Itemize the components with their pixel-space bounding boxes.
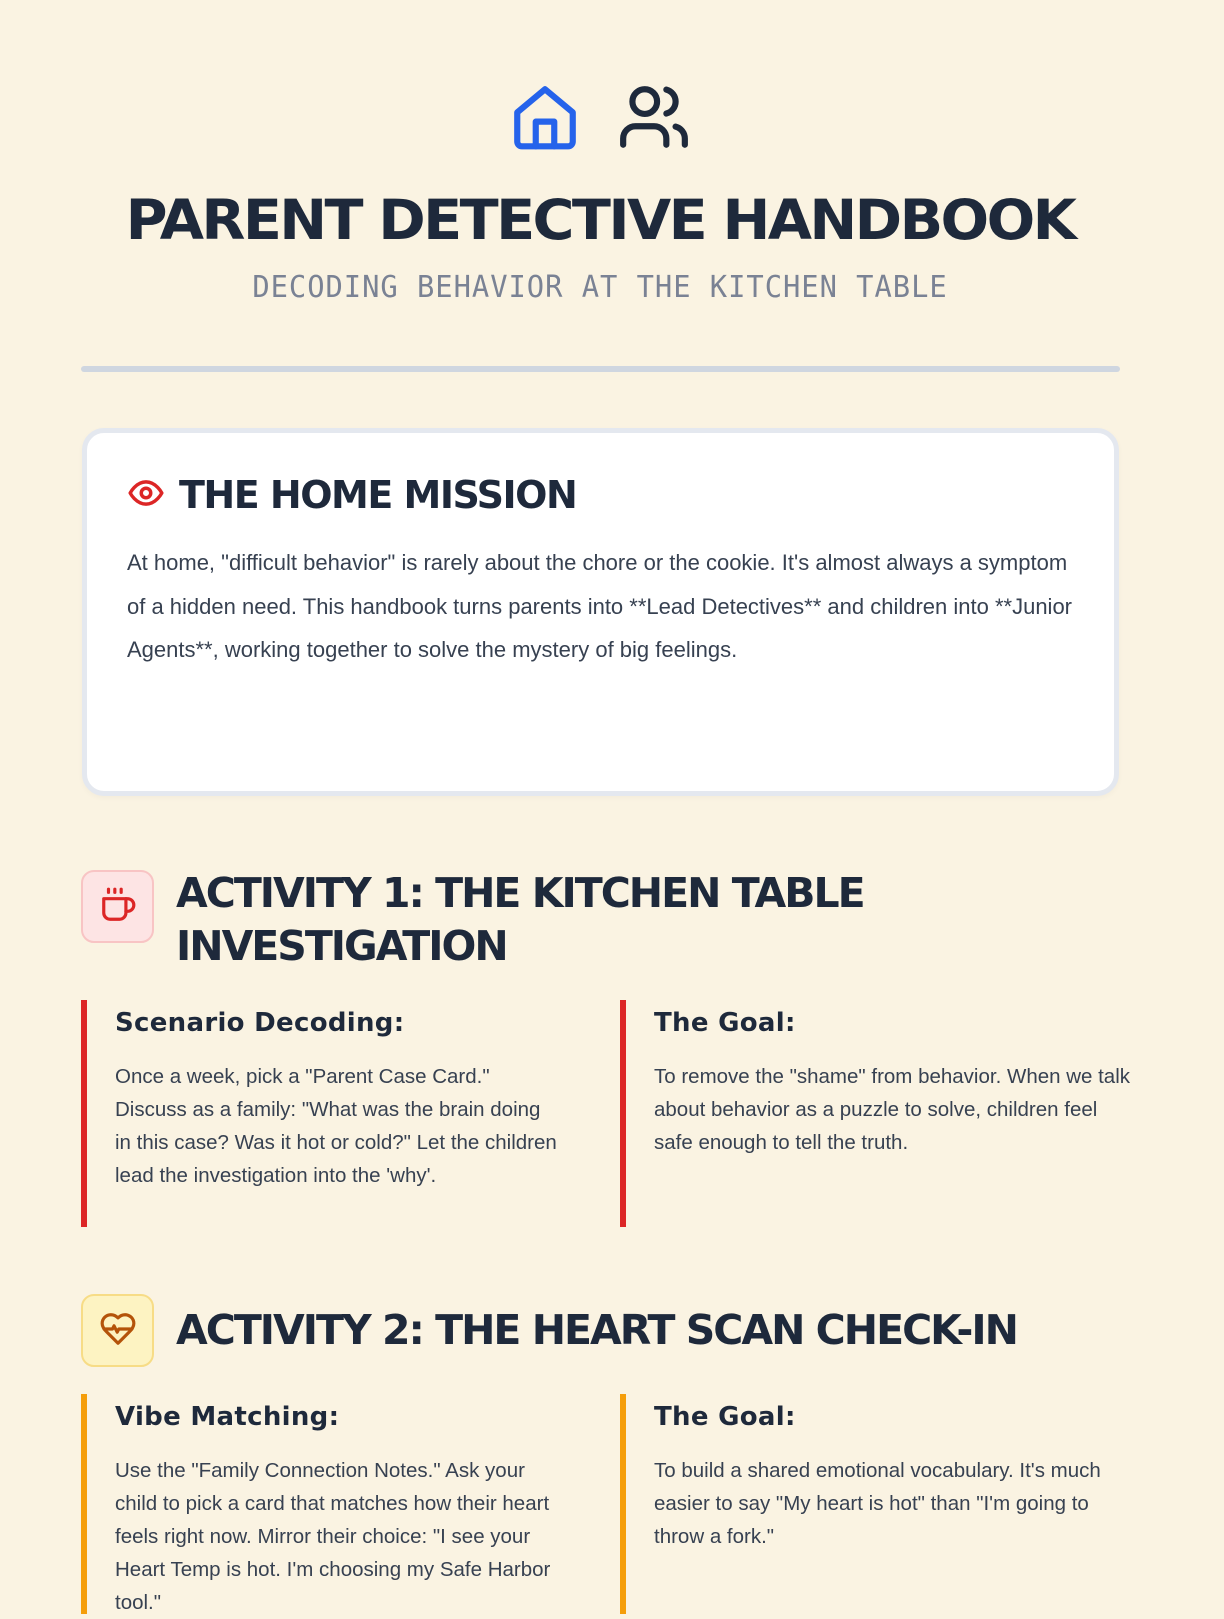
activity-2-goal-heading: The Goal: [654,1402,796,1432]
activity-1-scenario-heading: Scenario Decoding: [115,1008,405,1038]
eye-icon [127,474,165,516]
header-divider [81,366,1120,372]
activity-2-header [81,1294,1076,1367]
activity-1-scenario-text: Once a week, pick a "Parent Case Card." Discuss as a family: "What was the brain doing in this case? Was it hot or cold?" Let the children lead the investigation into the 'why'. [115,1065,557,1187]
activity-1-goal-heading: The Goal: [654,1008,796,1038]
activity-2-vibe-heading: Vibe Matching: [115,1402,340,1432]
mission-text: At home, "difficult behavior" is rarely about the chore or the cookie. It's almost always a symptom of a hidden need. This handbook turns parents into **Lead Detectives** and children into **Junior Agents**, working together to solve the mystery of big feelings. [127,550,1073,662]
activity-1-scenario [81,1000,561,1227]
activity-2-badge [81,1294,154,1367]
activity-2-goal [620,1394,1140,1614]
activity-1-badge [81,870,154,943]
coffee-cup-icon [99,886,137,928]
activity-2-vibe [81,1394,561,1614]
activity-2-goal-text: To build a shared emotional vocabulary. It's much easier to say "My heart is hot" than "I'm going to throw a fork." [654,1459,1101,1548]
mission-title: THE HOME MISSION [179,473,577,517]
page-title: PARENT DETECTIVE HANDBOOK [125,188,1075,252]
mission-header [127,473,1074,517]
users-icon [616,80,692,154]
activity-2-vibe-text: Use the "Family Connection Notes." Ask your child to pick a card that matches how their heart feels right now. Mirror their choice: "I see your Heart Temp is hot. I'm choosing my Safe Harbor tool." [115,1459,551,1614]
activity-1-goal-text: To remove the "shame" from behavior. When we talk about behavior as a puzzle to solve, children feel safe enough to tell the truth. [654,1065,1131,1154]
mission-card [82,428,1119,796]
activity-1-goal [620,1000,1140,1227]
activity-2-title: ACTIVITY 2: THE HEART SCAN CHECK-IN [176,1306,1017,1354]
heart-pulse-icon [99,1310,137,1352]
activity-1-title: ACTIVITY 1: THE KITCHEN TABLE INVESTIGATION [176,869,864,970]
home-icon [508,80,582,154]
activity-1-header [81,870,896,973]
header-icons [0,80,1200,154]
page-subtitle: DECODING BEHAVIOR AT THE KITCHEN TABLE [252,270,948,305]
